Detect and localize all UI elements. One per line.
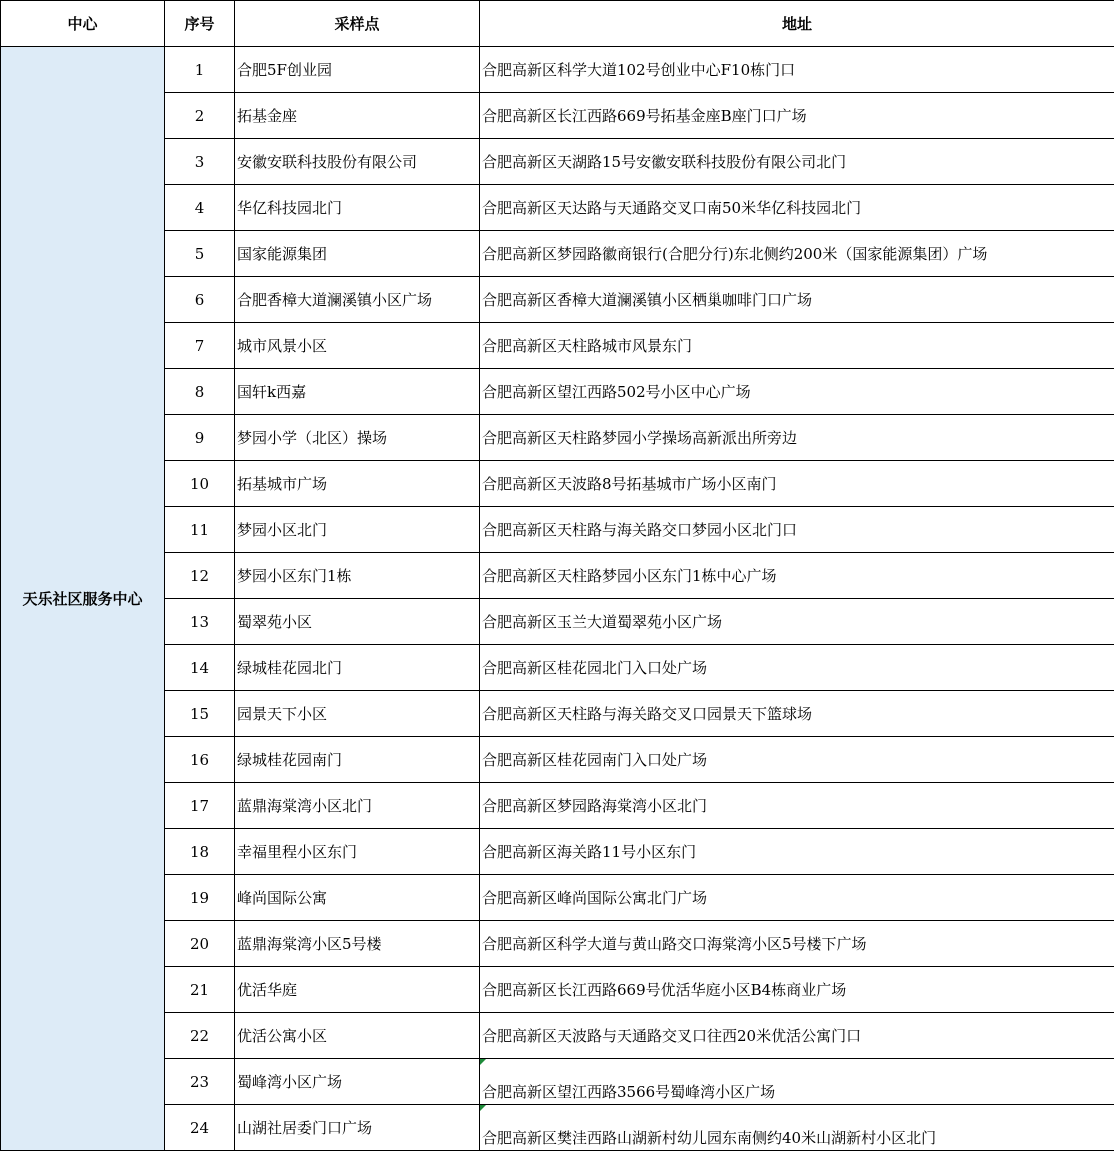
site-name-cell[interactable]: 蜀峰湾小区广场 — [235, 1059, 480, 1105]
table-row — [1, 921, 1114, 967]
address-cell[interactable]: 合肥高新区天柱路与海关路交叉口园景天下篮球场 — [480, 691, 1114, 737]
row-index-cell[interactable]: 4 — [165, 185, 235, 231]
table-row — [1, 737, 1114, 783]
row-index-cell[interactable]: 7 — [165, 323, 235, 369]
site-name-cell[interactable]: 山湖社居委门口广场 — [235, 1105, 480, 1151]
site-name-cell[interactable]: 优活华庭 — [235, 967, 480, 1013]
address-cell[interactable]: 合肥高新区望江西路502号小区中心广场 — [480, 369, 1114, 415]
row-index-cell[interactable]: 14 — [165, 645, 235, 691]
row-index-cell[interactable]: 12 — [165, 553, 235, 599]
address-cell[interactable]: 合肥高新区天柱路城市风景东门 — [480, 323, 1114, 369]
site-name-cell[interactable]: 城市风景小区 — [235, 323, 480, 369]
address-cell[interactable]: 合肥高新区桂花园北门入口处广场 — [480, 645, 1114, 691]
row-index-cell[interactable]: 15 — [165, 691, 235, 737]
site-name-cell[interactable]: 合肥5F创业园 — [235, 47, 480, 93]
table-row — [1, 507, 1114, 553]
row-index-cell[interactable]: 9 — [165, 415, 235, 461]
site-name-cell[interactable]: 绿城桂花园北门 — [235, 645, 480, 691]
address-cell[interactable]: 合肥高新区科学大道102号创业中心F10栋门口 — [480, 47, 1114, 93]
header-row — [1, 1, 1114, 47]
address-cell[interactable]: 合肥高新区望江西路3566号蜀峰湾小区广场 — [480, 1059, 1114, 1105]
row-index-cell[interactable]: 20 — [165, 921, 235, 967]
header-address[interactable]: 地址 — [480, 1, 1114, 47]
site-name-cell[interactable]: 安徽安联科技股份有限公司 — [235, 139, 480, 185]
table-row — [1, 1059, 1114, 1105]
site-name-cell[interactable]: 梦园小区东门1栋 — [235, 553, 480, 599]
table-row — [1, 645, 1114, 691]
row-index-cell[interactable]: 8 — [165, 369, 235, 415]
address-cell[interactable]: 合肥高新区天波路与天通路交叉口往西20米优活公寓门口 — [480, 1013, 1114, 1059]
table-row — [1, 415, 1114, 461]
row-index-cell[interactable]: 18 — [165, 829, 235, 875]
table-row — [1, 231, 1114, 277]
table-row — [1, 461, 1114, 507]
address-cell[interactable]: 合肥高新区香樟大道澜溪镇小区栖巢咖啡门口广场 — [480, 277, 1114, 323]
table-row — [1, 553, 1114, 599]
table-row — [1, 185, 1114, 231]
address-cell[interactable]: 合肥高新区长江西路669号拓基金座B座门口广场 — [480, 93, 1114, 139]
site-name-cell[interactable]: 峰尚国际公寓 — [235, 875, 480, 921]
address-cell[interactable]: 合肥高新区科学大道与黄山路交口海棠湾小区5号楼下广场 — [480, 921, 1114, 967]
table-row — [1, 829, 1114, 875]
table-row — [1, 277, 1114, 323]
table-row — [1, 1105, 1114, 1151]
address-cell[interactable]: 合肥高新区玉兰大道蜀翠苑小区广场 — [480, 599, 1114, 645]
row-index-cell[interactable]: 24 — [165, 1105, 235, 1151]
row-index-cell[interactable]: 21 — [165, 967, 235, 1013]
address-cell[interactable]: 合肥高新区樊洼西路山湖新村幼儿园东南侧约40米山湖新村小区北门 — [480, 1105, 1114, 1151]
address-cell[interactable]: 合肥高新区长江西路669号优活华庭小区B4栋商业广场 — [480, 967, 1114, 1013]
site-name-cell[interactable]: 梦园小区北门 — [235, 507, 480, 553]
address-cell[interactable]: 合肥高新区海关路11号小区东门 — [480, 829, 1114, 875]
site-name-cell[interactable]: 园景天下小区 — [235, 691, 480, 737]
site-name-cell[interactable]: 拓基城市广场 — [235, 461, 480, 507]
table-row — [1, 323, 1114, 369]
site-name-cell[interactable]: 拓基金座 — [235, 93, 480, 139]
table-row — [1, 369, 1114, 415]
site-name-cell[interactable]: 国家能源集团 — [235, 231, 480, 277]
site-name-cell[interactable]: 国轩k西嘉 — [235, 369, 480, 415]
row-index-cell[interactable]: 1 — [165, 47, 235, 93]
site-name-cell[interactable]: 绿城桂花园南门 — [235, 737, 480, 783]
table-row — [1, 47, 1114, 93]
row-index-cell[interactable]: 5 — [165, 231, 235, 277]
row-index-cell[interactable]: 19 — [165, 875, 235, 921]
table-row — [1, 1013, 1114, 1059]
header-center[interactable]: 中心 — [1, 1, 165, 47]
address-cell[interactable]: 合肥高新区天柱路梦园小区东门1栋中心广场 — [480, 553, 1114, 599]
row-index-cell[interactable]: 6 — [165, 277, 235, 323]
address-cell[interactable]: 合肥高新区梦园路徽商银行(合肥分行)东北侧约200米（国家能源集团）广场 — [480, 231, 1114, 277]
site-name-cell[interactable]: 蜀翠苑小区 — [235, 599, 480, 645]
address-cell[interactable]: 合肥高新区天柱路梦园小学操场高新派出所旁边 — [480, 415, 1114, 461]
address-cell[interactable]: 合肥高新区峰尚国际公寓北门广场 — [480, 875, 1114, 921]
table-row — [1, 691, 1114, 737]
row-index-cell[interactable]: 23 — [165, 1059, 235, 1105]
row-index-cell[interactable]: 16 — [165, 737, 235, 783]
table-row — [1, 783, 1114, 829]
address-cell[interactable]: 合肥高新区梦园路海棠湾小区北门 — [480, 783, 1114, 829]
header-index[interactable]: 序号 — [165, 1, 235, 47]
site-name-cell[interactable]: 蓝鼎海棠湾小区北门 — [235, 783, 480, 829]
table-row — [1, 139, 1114, 185]
table-row — [1, 875, 1114, 921]
address-cell[interactable]: 合肥高新区天湖路15号安徽安联科技股份有限公司北门 — [480, 139, 1114, 185]
center-name-cell[interactable]: 天乐社区服务中心 — [1, 47, 165, 1151]
row-index-cell[interactable]: 11 — [165, 507, 235, 553]
row-index-cell[interactable]: 13 — [165, 599, 235, 645]
site-name-cell[interactable]: 合肥香樟大道澜溪镇小区广场 — [235, 277, 480, 323]
site-name-cell[interactable]: 幸福里程小区东门 — [235, 829, 480, 875]
address-cell[interactable]: 合肥高新区天柱路与海关路交口梦园小区北门口 — [480, 507, 1114, 553]
address-cell[interactable]: 合肥高新区天达路与天通路交叉口南50米华亿科技园北门 — [480, 185, 1114, 231]
table-row — [1, 967, 1114, 1013]
site-name-cell[interactable]: 华亿科技园北门 — [235, 185, 480, 231]
row-index-cell[interactable]: 17 — [165, 783, 235, 829]
row-index-cell[interactable]: 3 — [165, 139, 235, 185]
site-name-cell[interactable]: 蓝鼎海棠湾小区5号楼 — [235, 921, 480, 967]
row-index-cell[interactable]: 10 — [165, 461, 235, 507]
table-row — [1, 93, 1114, 139]
address-cell[interactable]: 合肥高新区天波路8号拓基城市广场小区南门 — [480, 461, 1114, 507]
header-site[interactable]: 采样点 — [235, 1, 480, 47]
table-row — [1, 599, 1114, 645]
row-index-cell[interactable]: 2 — [165, 93, 235, 139]
address-cell[interactable]: 合肥高新区桂花园南门入口处广场 — [480, 737, 1114, 783]
site-name-cell[interactable]: 优活公寓小区 — [235, 1013, 480, 1059]
row-index-cell[interactable]: 22 — [165, 1013, 235, 1059]
site-name-cell[interactable]: 梦园小学（北区）操场 — [235, 415, 480, 461]
